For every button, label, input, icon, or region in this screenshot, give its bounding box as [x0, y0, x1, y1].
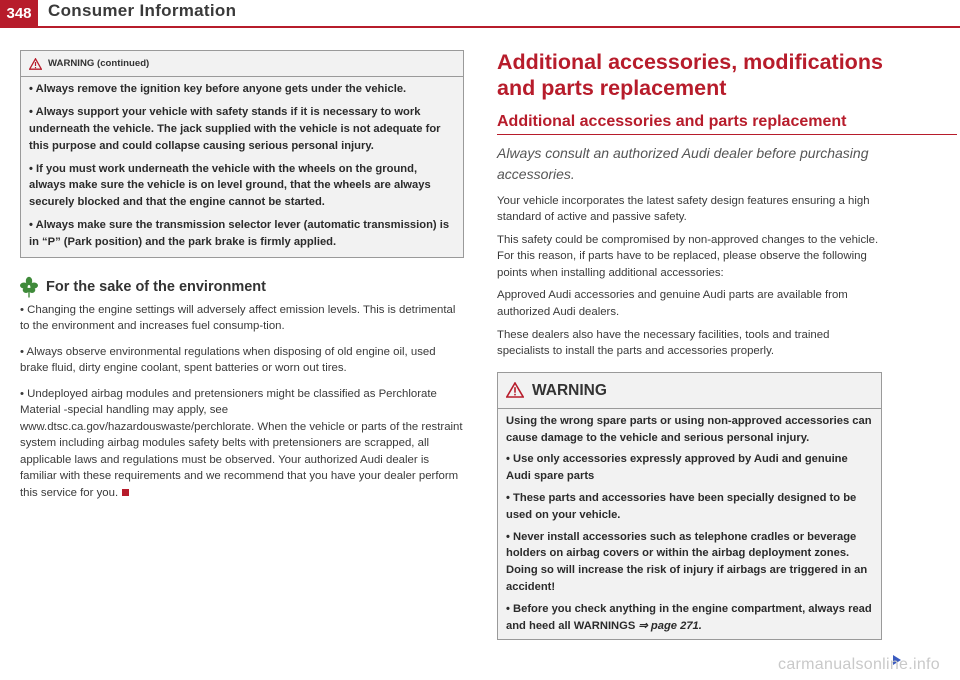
environment-leaf-icon: [20, 276, 38, 298]
warning-item: • If you must work underneath the vehicle with the wheels on the ground, always make sure the vehicle is on level ground, that the wheels are always securely blocked and that the engine cannot be started.: [29, 162, 431, 209]
warning-item: • Always make sure the transmission selector lever (automatic transmission) is in “P” (Park position) and the park brake is firmly applied.: [29, 218, 450, 248]
warning-item: [506, 601, 873, 635]
warning-continued-header: [21, 51, 463, 77]
warning-item: • Always remove the ignition key before anyone gets under the vehicle.: [29, 83, 407, 96]
environment-text: [20, 302, 464, 502]
warning-body: [498, 409, 881, 640]
watermark: carmanualsonline.info: [778, 656, 940, 673]
paragraph: This safety could be compromised by non-approved changes to the vehicle. For this reason, if parts have to be replaced, please observe the following points when installing additional accessories:: [497, 233, 879, 279]
environment-item: [20, 386, 464, 502]
warning-item: • Always support your vehicle with safety stands if it is necessary to work underneath the vehicle. The jack supplied with the vehicle is not adequate for this purpose and could collapse causing serious personal injury.: [29, 106, 441, 152]
section-end-mark: [122, 489, 129, 496]
header-rule: [0, 26, 960, 28]
page-reference-link[interactable]: ⇒ page 271.: [638, 619, 702, 632]
page-number: 348: [0, 0, 38, 26]
paragraph: These dealers also have the necessary facilities, tools and trained specialists to install the parts and accessories properly.: [497, 328, 830, 358]
paragraph: Your vehicle incorporates the latest safety design features ensuring a high standard of active and passive safety.: [497, 194, 870, 224]
body-text: [497, 193, 883, 360]
warning-item: • These parts and accessories have been specially designed to be used on your vehicle.: [506, 492, 857, 521]
warning-last-item: • Before you check anything in the engine compartment, always read and heed all WARNINGS: [506, 602, 872, 632]
paragraph: Approved Audi accessories and genuine Audi parts are available from authorized Audi dealers.: [497, 289, 848, 318]
right-column: [497, 50, 883, 640]
subtitle-rule: [497, 134, 957, 135]
left-column: [20, 50, 464, 510]
warning-item: • Never install accessories such as telephone cradles or beverage holders on airbag covers or within the airbag deployment zones. Doing so will increase the risk of injury if airbags are triggered in an accident!: [506, 530, 868, 593]
environment-item: • Changing the engine settings will adversely affect emission levels. This is detrimental to the environment and increases fuel consump-tion.: [20, 303, 456, 333]
warning-continued-box: [20, 50, 464, 258]
warning-heading: WARNING: [532, 381, 607, 399]
section-subtitle: Additional accessories and parts replacement: [497, 112, 847, 130]
warning-header: [498, 373, 881, 409]
environment-item: • Always observe environmental regulations when disposing of old engine oil, used brake fluid, dirty engine coolant, spent batteries or worn out tires.: [20, 345, 436, 375]
chapter-title: Additional accessories, modifications and parts replacement: [497, 50, 883, 100]
intro-text: Always consult an authorized Audi dealer before purchasing accessories.: [497, 144, 869, 182]
warning-triangle-icon: [506, 382, 524, 398]
section-title: Consumer Information: [48, 1, 237, 20]
environment-item-text: • Undeployed airbag modules and pretensioners might be classified as Perchlorate Material -special handling may apply, see www.dtsc.ca.gov/hazardouswaste/perchlorate. When the vehicle or parts of the restraint system including airbag modules safety belts with pretensioners are scrapped, all applicable laws and regulations must be observed. Your authorized Audi dealer is familiar with these requirements and we recommend that you have your dealer perform this service for you.: [20, 387, 463, 499]
warning-box: [497, 372, 882, 641]
environment-heading: For the sake of the environment: [46, 278, 266, 295]
warning-item: • Use only accessories expressly approved by Audi and genuine Audi spare parts: [506, 453, 848, 483]
environment-header: [20, 276, 464, 298]
warning-lead: Using the wrong spare parts or using non-approved accessories can cause damage to the vehicle and serious personal injury.: [506, 414, 872, 444]
warning-triangle-icon: [29, 58, 42, 70]
warning-continued-body: [21, 77, 463, 256]
warning-continued-heading: WARNING (continued): [48, 58, 150, 69]
